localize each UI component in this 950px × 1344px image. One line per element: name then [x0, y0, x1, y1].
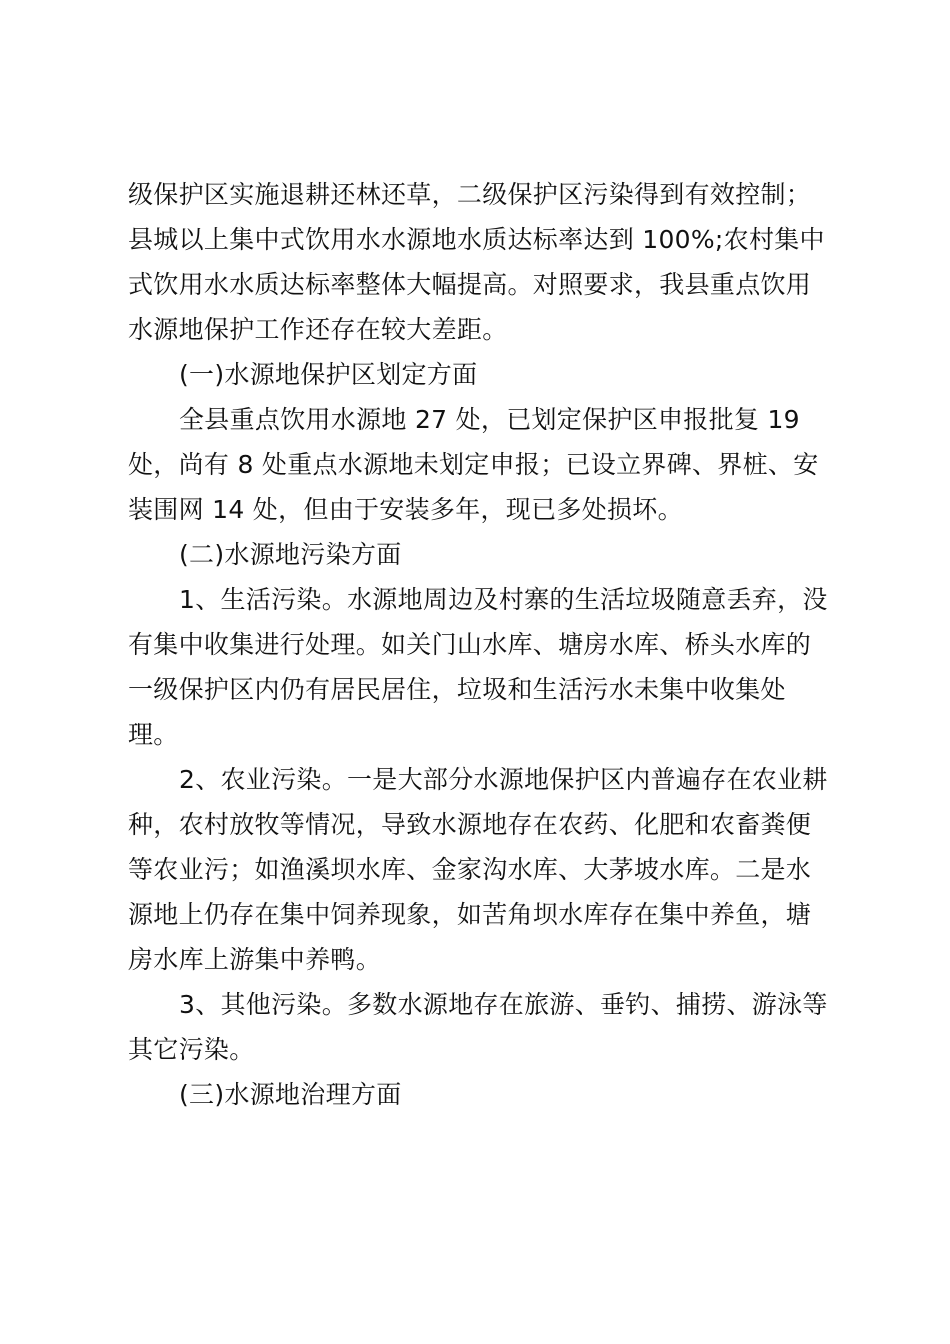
section-heading-1: (一)水源地保护区划定方面 [179, 360, 478, 389]
body-text-line: 房水库上游集中养鸭。 [128, 945, 382, 974]
body-text-line: 2、农业污染。一是大部分水源地保护区内普遍存在农业耕 [179, 765, 828, 794]
body-text-line: 装围网 14 处，但由于安装多年，现已多处损坏。 [128, 495, 683, 524]
body-text-line: 3、其他污染。多数水源地存在旅游、垂钓、捕捞、游泳等 [179, 990, 828, 1019]
section-heading-2: (二)水源地污染方面 [179, 540, 402, 569]
section-heading-3: (三)水源地治理方面 [179, 1080, 402, 1109]
body-text-line: 县城以上集中式饮用水水源地水质达标率达到 100%;农村集中 [128, 225, 825, 254]
document-body [128, 172, 848, 1117]
body-text-line: 一级保护区内仍有居民居住，垃圾和生活污水未集中收集处 [128, 675, 786, 704]
body-text-line: 有集中收集进行处理。如关门山水库、塘房水库、桥头水库的 [128, 630, 812, 659]
body-text-line: 全县重点饮用水源地 27 处，已划定保护区申报批复 19 [179, 405, 800, 434]
body-text-line: 处，尚有 8 处重点水源地未划定申报；已设立界碑、界桩、安 [128, 450, 819, 479]
body-text-line: 种，农村放牧等情况，导致水源地存在农药、化肥和农畜粪便 [128, 810, 812, 839]
body-text-line: 理。 [128, 720, 179, 749]
body-text-line: 源地上仍存在集中饲养现象，如苦角坝水库存在集中养鱼，塘 [128, 900, 812, 929]
body-text-line: 1、生活污染。水源地周边及村寨的生活垃圾随意丢弃，没 [179, 585, 828, 614]
body-text-line: 其它污染。 [128, 1035, 255, 1064]
body-text-line: 等农业污；如渔溪坝水库、金家沟水库、大茅坡水库。二是水 [128, 855, 812, 884]
body-text-line: 级保护区实施退耕还林还草，二级保护区污染得到有效控制； [128, 180, 812, 209]
body-text-line: 水源地保护工作还存在较大差距。 [128, 315, 508, 344]
body-text-line: 式饮用水水质达标率整体大幅提高。对照要求，我县重点饮用 [128, 270, 812, 299]
